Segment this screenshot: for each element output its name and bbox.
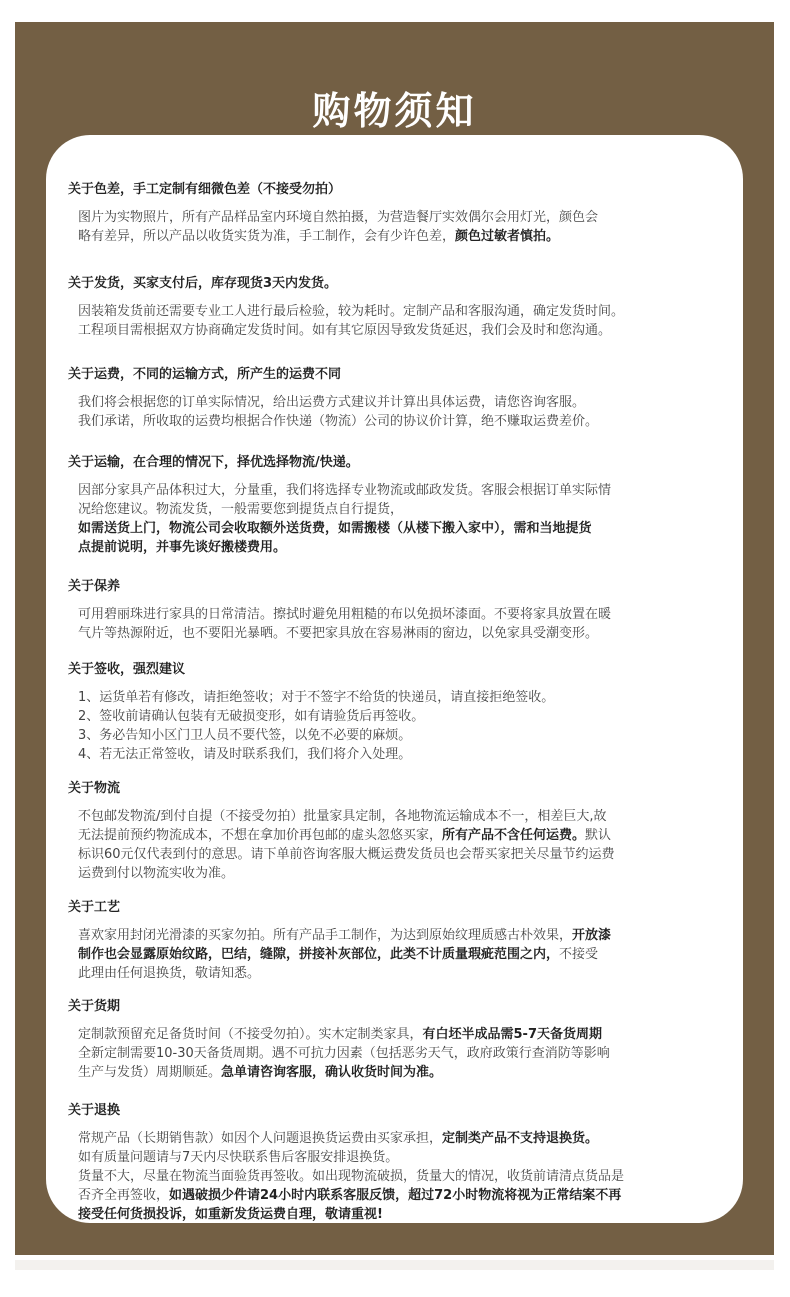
section-line: [78, 538, 728, 557]
emphasis-text: 接受任何货损投诉，如重新发货运费自理，敬请重视!: [78, 1207, 383, 1222]
section-freight-cost: [68, 366, 728, 431]
section-line: [78, 1148, 728, 1167]
section-transport: [68, 454, 728, 557]
body-text: 否齐全再签收，: [78, 1188, 170, 1203]
body-text: 无法提前预约物流成本，不想在拿加价再包邮的虚头忽悠买家，: [78, 828, 443, 843]
section-body: [68, 605, 728, 643]
section-line: [78, 412, 728, 431]
section-logistics: [68, 780, 728, 883]
body-text: 因部分家具产品体积过大，分量重，我们将选择专业物流或邮政发货。客服会根据订单实际情: [78, 483, 612, 498]
section-line: [78, 926, 728, 945]
section-line: [78, 605, 728, 624]
section-line: [78, 481, 728, 500]
section-title: 关于工艺: [68, 900, 121, 915]
body-text: 全新定制需要10-30天备货周期。遇不可抗力因素（包括恶劣天气，政府政策行查消防等影响: [78, 1046, 610, 1061]
emphasis-text: 定制类产品不支持退换货。: [442, 1131, 599, 1146]
section-body: [68, 208, 728, 246]
section-title: 关于物流: [68, 781, 121, 796]
section-body: [68, 481, 728, 557]
body-text: 默认: [585, 828, 612, 843]
section-line: [78, 393, 728, 412]
body-text: 运费到付以物流实收为准。: [78, 866, 235, 881]
section-body: [68, 393, 728, 431]
section-line: [78, 500, 728, 519]
body-text: 不包邮发物流/到付自提（不接受勿拍）批量家具定制，各地物流运输成本不一，相差巨大,故: [78, 809, 607, 824]
section-line: [78, 1205, 728, 1224]
page-title: 购物须知: [312, 89, 477, 133]
section-line: [78, 321, 728, 340]
emphasis-text: 如需送货上门，物流公司会收取额外送货费，如需搬楼（从楼下搬入家中），需和当地提货: [78, 521, 592, 536]
body-text: 如有质量问题请与7天内尽快联系售后客服安排退换货。: [78, 1150, 399, 1165]
section-returns: [68, 1102, 728, 1224]
section-title: 关于签收，强烈建议: [68, 662, 186, 677]
section-line: [78, 624, 728, 643]
section-title: 关于色差，手工定制有细微色差（不接受勿拍）: [68, 182, 342, 197]
body-text: 喜欢家用封闭光滑漆的买家勿拍。所有产品手工制作，为达到原始纹理质感古朴效果，: [78, 928, 573, 943]
section-line: [78, 707, 728, 726]
section-line: [78, 826, 728, 845]
body-text: 生产与发货）周期顺延。: [78, 1065, 222, 1080]
section-line: [78, 1167, 728, 1186]
section-body: [68, 1025, 728, 1082]
section-title: 关于发货，买家支付后，库存现货3天内发货。: [68, 276, 338, 291]
section-signing: [68, 661, 728, 764]
body-text: 我们将会根据您的订单实际情况，给出运费方式建议并计算出具体运费，请您咨询客服。: [78, 395, 586, 410]
body-text: 定制款预留充足备货时间（不接受勿拍）。实木定制类家具，: [78, 1027, 423, 1042]
section-body: [68, 688, 728, 764]
body-text: 可用碧丽珠进行家具的日常清洁。擦拭时避免用粗糙的布以免损坏漆面。不要将家具放置在暖: [78, 607, 612, 622]
body-text: 1、运货单若有修改，请拒绝签收；对于不签字不给货的快递员，请直接拒绝签收。: [78, 690, 555, 705]
emphasis-text: 颜色过敏者慎拍。: [455, 229, 560, 244]
notice-frame: [15, 22, 774, 1255]
section-line: [78, 845, 728, 864]
section-body: [68, 807, 728, 883]
body-text: 不接受: [559, 947, 599, 962]
section-line: [78, 208, 728, 227]
section-shipping-time: [68, 275, 728, 340]
section-line: [78, 945, 728, 964]
emphasis-text: 如遇破损少件请24小时内联系客服反馈，超过72小时物流将视为正常结案不再: [169, 1188, 622, 1203]
section-line: [78, 688, 728, 707]
section-line: [78, 1129, 728, 1148]
emphasis-text: 有白坯半成品需5-7天备货周期: [422, 1027, 603, 1042]
section-line: [78, 745, 728, 764]
section-line: [78, 1186, 728, 1205]
body-text: 我们承诺，所收取的运费均根据合作快递（物流）公司的协议价计算，绝不赚取运费差价。: [78, 414, 599, 429]
body-text: 4、若无法正常签收，请及时联系我们，我们将介入处理。: [78, 747, 412, 762]
emphasis-text: 急单请咨询客服，确认收货时间为准。: [221, 1065, 443, 1080]
section-line: [78, 726, 728, 745]
body-text: 此理由任何退换货，敬请知悉。: [78, 966, 261, 981]
section-body: [68, 302, 728, 340]
section-title: 关于保养: [68, 579, 121, 594]
body-text: 标识60元仅代表到付的意思。请下单前咨询客服大概运费发货员也会帮买家把关尽量节约运费: [78, 847, 615, 862]
section-craftsmanship: [68, 899, 728, 983]
footer-strip: [15, 1260, 774, 1270]
section-color-difference: [68, 181, 728, 246]
body-text: 2、签收前请确认包装有无破损变形，如有请验货后再签收。: [78, 709, 425, 724]
section-title: 关于运费，不同的运输方式，所产生的运费不同: [68, 367, 342, 382]
body-text: 略有差异，所以产品以收货实货为准，手工制作，会有少许色差，: [78, 229, 456, 244]
section-lead-time: [68, 998, 728, 1082]
section-line: [78, 1025, 728, 1044]
body-text: 况给您建议。物流发货，一般需要您到提货点自行提货，: [78, 502, 404, 517]
section-line: [78, 1044, 728, 1063]
body-text: 工程项目需根据双方协商确定发货时间。如有其它原因导致发货延迟，我们会及时和您沟通。: [78, 323, 612, 338]
emphasis-text: 开放漆: [572, 928, 612, 943]
section-title: 关于货期: [68, 999, 121, 1014]
section-line: [78, 1063, 728, 1082]
notice-card: [46, 135, 743, 1223]
section-maintenance: [68, 578, 728, 643]
body-text: 常规产品（长期销售款）如因个人问题退换货运费由买家承担，: [78, 1131, 443, 1146]
section-line: [78, 519, 728, 538]
section-body: [68, 1129, 728, 1224]
body-text: 气片等热源附近，也不要阳光暴晒。不要把家具放在容易淋雨的窗边，以免家具受潮变形。: [78, 626, 599, 641]
emphasis-text: 点提前说明，并事先谈好搬楼费用。: [78, 540, 287, 555]
section-title: 关于运输，在合理的情况下，择优选择物流/快递。: [68, 455, 359, 470]
section-line: [78, 964, 728, 983]
body-text: 货量不大，尽量在物流当面验货再签收。如出现物流破损，货量大的情况，收货前请清点货品是: [78, 1169, 625, 1184]
section-line: [78, 807, 728, 826]
emphasis-text: 所有产品不含任何运费。: [442, 828, 586, 843]
body-text: 因装箱发货前还需要专业工人进行最后检验，较为耗时。定制产品和客服沟通，确定发货时间。: [78, 304, 625, 319]
section-line: [78, 302, 728, 321]
body-text: 图片为实物照片，所有产品样品室内环境自然拍摄，为营造餐厅实效偶尔会用灯光，颜色会: [78, 210, 599, 225]
body-text: 3、务必告知小区门卫人员不要代签，以免不必要的麻烦。: [78, 728, 412, 743]
section-line: [78, 227, 728, 246]
section-line: [78, 864, 728, 883]
section-title: 关于退换: [68, 1103, 121, 1118]
section-body: [68, 926, 728, 983]
emphasis-text: 制作也会显露原始纹路，巴结，缝隙，拼接补灰部位，此类不计质量瑕疵范围之内，: [78, 947, 560, 962]
